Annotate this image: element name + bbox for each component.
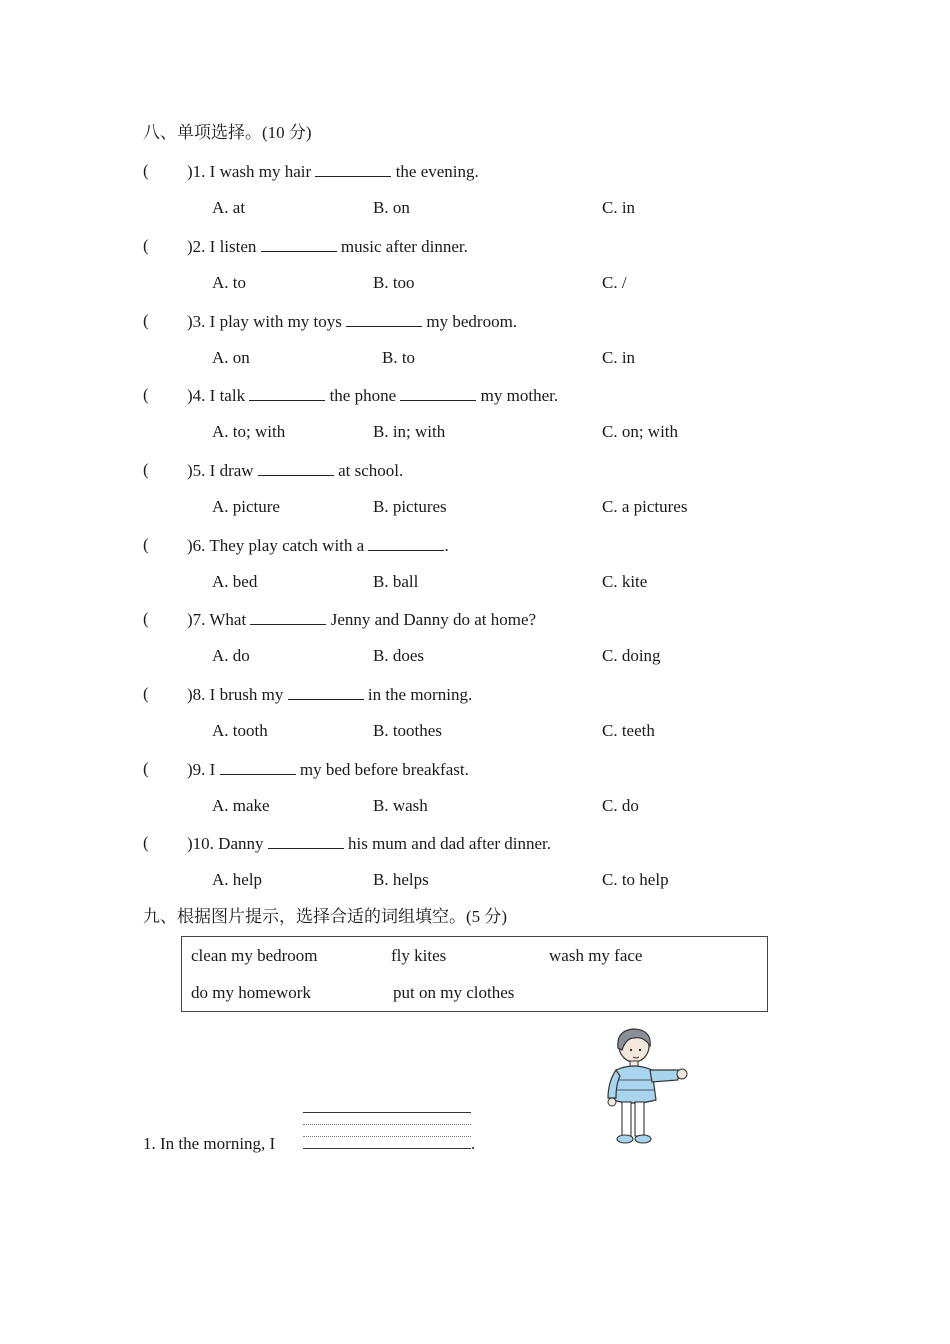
question-text (187, 236, 468, 257)
question-stem: the evening. (395, 162, 479, 181)
answer-paren[interactable]: ( (143, 833, 149, 852)
question-text (187, 385, 558, 406)
answer-paren[interactable]: ( (143, 311, 149, 330)
question-stem: What (209, 610, 247, 629)
question-stem: I play with my toys (209, 312, 342, 331)
writing-line-base[interactable] (303, 1148, 471, 1149)
answer-paren[interactable]: ( (143, 684, 149, 703)
answer-blank[interactable] (368, 535, 444, 551)
phrase-item: clean my bedroom (191, 946, 318, 965)
option-b[interactable]: B. too (373, 273, 415, 292)
option-c[interactable]: C. / (602, 273, 627, 292)
question-text (187, 311, 517, 332)
question-number: )10. (187, 834, 214, 853)
question-number: )3. (187, 312, 206, 331)
question-stem: I (209, 760, 216, 779)
answer-blank[interactable] (261, 236, 337, 252)
option-b[interactable]: B. pictures (373, 497, 447, 516)
answer-paren[interactable]: ( (143, 460, 149, 479)
question-text (187, 833, 551, 854)
question-number: )1. (187, 162, 206, 181)
sentence-1-prefix: 1. In the morning, I (143, 1134, 276, 1153)
option-c[interactable]: C. to help (602, 870, 669, 889)
section-9-title: 九、根据图片提示，选择合适的词组填空。(5 分) (143, 907, 508, 926)
answer-blank[interactable] (400, 385, 476, 401)
option-a[interactable]: A. picture (212, 497, 280, 516)
option-c[interactable]: C. on; with (602, 422, 679, 441)
answer-blank[interactable] (268, 833, 344, 849)
question-text (187, 684, 472, 705)
question-stem: my mother. (480, 386, 559, 405)
question-stem: in the morning. (367, 685, 473, 704)
question-stem: I draw (209, 461, 254, 480)
question-stem: I brush my (209, 685, 284, 704)
option-b[interactable]: B. toothes (373, 721, 442, 740)
question-stem: the phone (329, 386, 397, 405)
writing-line-top[interactable] (303, 1112, 471, 1113)
question-stem: at school. (338, 461, 404, 480)
option-b[interactable]: B. to (382, 348, 416, 367)
answer-blank[interactable] (346, 311, 422, 327)
phrase-item: put on my clothes (393, 983, 515, 1002)
question-stem: They play catch with a (209, 536, 365, 555)
option-a[interactable]: A. to (212, 273, 246, 292)
option-a[interactable]: A. help (212, 870, 263, 889)
question-stem: I talk (209, 386, 246, 405)
option-c[interactable]: C. teeth (602, 721, 655, 740)
answer-blank[interactable] (288, 684, 364, 700)
question-stem: music after dinner. (340, 237, 468, 256)
answer-paren[interactable]: ( (143, 535, 149, 554)
question-stem: Danny (218, 834, 264, 853)
writing-line-dotted (303, 1136, 471, 1137)
answer-blank[interactable] (315, 161, 391, 177)
answer-blank[interactable] (250, 609, 326, 625)
option-b[interactable]: B. ball (373, 572, 419, 591)
phrase-item: wash my face (549, 946, 643, 965)
question-number: )9. (187, 760, 206, 779)
question-text (187, 161, 479, 182)
question-text (187, 460, 403, 481)
answer-paren[interactable]: ( (143, 609, 149, 628)
question-stem: I listen (209, 237, 257, 256)
writing-line-dotted (303, 1124, 471, 1125)
answer-blank[interactable] (258, 460, 334, 476)
option-b[interactable]: B. on (373, 198, 410, 217)
question-text (187, 759, 469, 780)
option-c[interactable]: C. kite (602, 572, 648, 591)
option-a[interactable]: A. at (212, 198, 246, 217)
option-a[interactable]: A. make (212, 796, 270, 815)
question-text (187, 609, 536, 630)
phrase-item: fly kites (391, 946, 447, 965)
option-a[interactable]: A. to; with (212, 422, 286, 441)
question-stem: my bedroom. (426, 312, 518, 331)
question-stem: . (444, 536, 449, 555)
option-a[interactable]: A. on (212, 348, 250, 367)
question-stem: my bed before breakfast. (299, 760, 469, 779)
question-stem: I wash my hair (209, 162, 312, 181)
answer-paren[interactable]: ( (143, 161, 149, 180)
option-a[interactable]: A. do (212, 646, 250, 665)
option-c[interactable]: C. in (602, 348, 636, 367)
answer-paren[interactable]: ( (143, 759, 149, 778)
question-stem: Jenny and Danny do at home? (330, 610, 537, 629)
question-number: )8. (187, 685, 206, 704)
sentence-1-end: . (471, 1134, 476, 1153)
question-number: )7. (187, 610, 206, 629)
question-number: )4. (187, 386, 206, 405)
answer-paren[interactable]: ( (143, 385, 149, 404)
question-stem: his mum and dad after dinner. (348, 834, 552, 853)
option-c[interactable]: C. in (602, 198, 636, 217)
option-b[interactable]: B. helps (373, 870, 429, 889)
question-text (187, 535, 449, 556)
question-number: )5. (187, 461, 206, 480)
option-b[interactable]: B. does (373, 646, 424, 665)
answer-blank[interactable] (220, 759, 296, 775)
option-a[interactable]: A. bed (212, 572, 258, 591)
option-c[interactable]: C. a pictures (602, 497, 688, 516)
option-c[interactable]: C. do (602, 796, 639, 815)
question-number: )6. (187, 536, 206, 555)
option-b[interactable]: B. in; with (373, 422, 446, 441)
option-b[interactable]: B. wash (373, 796, 428, 815)
section-8-title: 八、单项选择。(10 分) (143, 123, 312, 142)
answer-paren[interactable]: ( (143, 236, 149, 255)
boy-putting-on-jacket-illustration (598, 1026, 694, 1150)
answer-blank[interactable] (249, 385, 325, 401)
option-a[interactable]: A. tooth (212, 721, 268, 740)
phrase-item: do my homework (191, 983, 311, 1002)
question-number: )2. (187, 237, 206, 256)
option-c[interactable]: C. doing (602, 646, 661, 665)
